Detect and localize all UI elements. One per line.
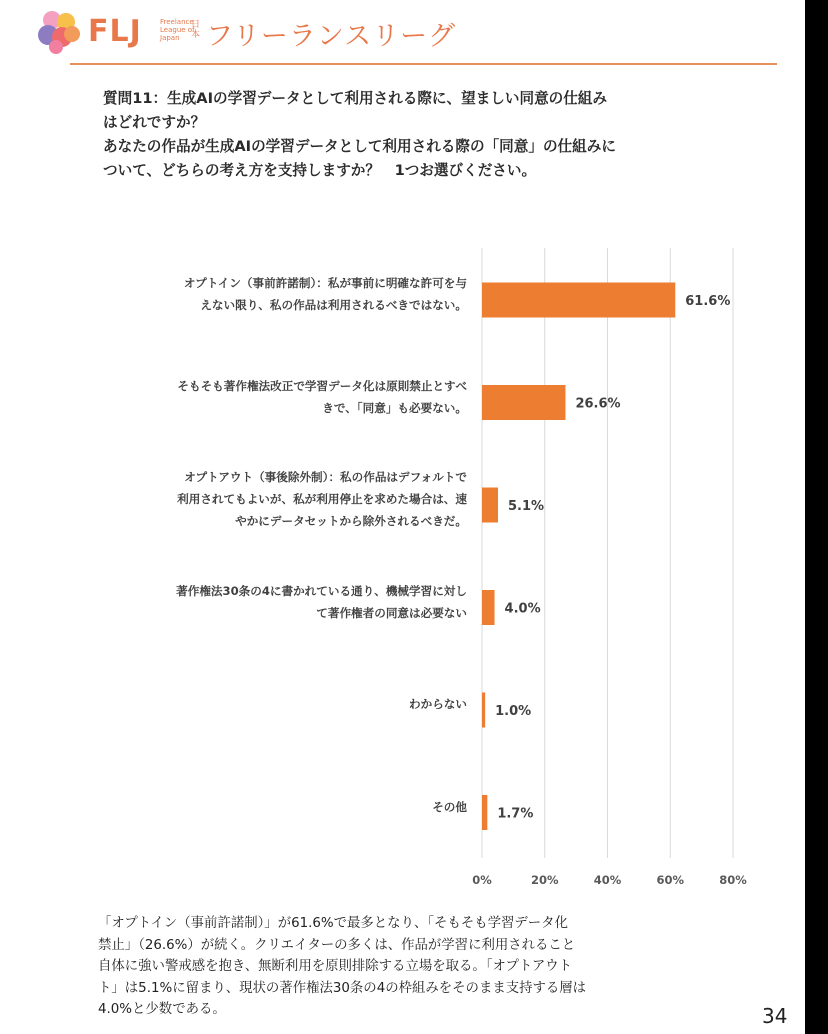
page-number: 34 bbox=[762, 1004, 788, 1028]
logo-nihon: 日本 bbox=[191, 20, 201, 40]
category-label-line: わからない bbox=[409, 697, 467, 711]
category-label bbox=[176, 580, 467, 624]
summary-line: ト」は5.1%に留まり、現状の著作権法30条の4の枠組みをそのまま支持する層は bbox=[98, 980, 587, 996]
logo-abbreviation: FLJ bbox=[88, 14, 142, 49]
summary-line: 禁止」（26.6%）が続く。クリエイターの多くは、作品が学習に利用されること bbox=[98, 937, 576, 953]
category-label bbox=[184, 272, 467, 316]
bar bbox=[482, 385, 565, 420]
category-label-line: 著作権法30条の4に書かれている通り、機械学習に対し bbox=[176, 583, 467, 598]
bar bbox=[482, 693, 485, 728]
data-label: 26.6% bbox=[575, 396, 621, 412]
x-tick-label: 40% bbox=[593, 873, 622, 887]
summary-line: 4.0%と少数である。 bbox=[98, 1002, 226, 1017]
category-label-line: やかにデータセットから除外されるべきだ。 bbox=[235, 514, 467, 528]
bar bbox=[482, 488, 498, 523]
data-label: 1.7% bbox=[497, 806, 534, 822]
summary-line: 「オプトイン（事前許諾制）」が61.6%で最多となり、「そもそも学習データ化 bbox=[98, 916, 568, 931]
question-line: あなたの作品が生成AIの学習データとして利用される際の「同意」の仕組みに bbox=[103, 138, 616, 155]
data-label: 4.0% bbox=[504, 601, 541, 617]
x-tick-label: 0% bbox=[472, 873, 492, 887]
category-label-line: きで、「同意」も必要ない。 bbox=[322, 400, 467, 415]
category-label bbox=[177, 466, 467, 532]
category-label bbox=[177, 375, 467, 419]
summary-text bbox=[98, 913, 748, 1021]
data-label: 5.1% bbox=[508, 499, 545, 514]
logo-en-line: League of bbox=[160, 26, 195, 34]
question-line: 質問11：生成AIの学習データとして利用される際に、望ましい同意の仕組み bbox=[103, 90, 608, 107]
category-label-line: そもそも著作権法改正で学習データ化は原則禁止とすべ bbox=[177, 378, 467, 393]
data-label: 1.0% bbox=[495, 704, 532, 719]
bar bbox=[482, 795, 487, 830]
logo-japanese-name: フリーランスリーグ bbox=[206, 21, 457, 52]
category-label-line: オプトアウト（事後除外制）：私の作品はデフォルトで bbox=[184, 470, 467, 484]
bar bbox=[482, 590, 495, 625]
category-label-line: 利用されてもよいが、私が利用停止を求めた場合は、速 bbox=[177, 492, 467, 506]
logo-en-line: Japan bbox=[160, 34, 180, 42]
category-label bbox=[409, 693, 467, 715]
x-tick-label: 60% bbox=[656, 873, 685, 887]
summary-line: 自体に強い警戒感を抱き、無断利用を原則排除する立場を取る。「オプトアウト bbox=[98, 959, 573, 974]
question-line: はどれですか？ bbox=[103, 114, 206, 131]
x-tick-label: 80% bbox=[719, 873, 747, 887]
category-label-line: オプトイン（事前許諾制）：私が事前に明確な許可を与 bbox=[183, 276, 467, 290]
logo-en-line: Freelance bbox=[160, 18, 194, 26]
data-label: 61.6% bbox=[685, 294, 731, 309]
category-label-line: えない限り、私の作品は利用されるべきではない。 bbox=[200, 298, 467, 312]
bar bbox=[482, 283, 675, 318]
question-line: ついて、どちらの考え方を支持しますか？ 1つお選びください。 bbox=[103, 162, 537, 179]
category-label-line: て著作権者の同意は必要ない bbox=[316, 605, 467, 620]
x-tick-label: 20% bbox=[530, 873, 559, 887]
category-label-line: その他 bbox=[432, 799, 467, 814]
category-label bbox=[432, 796, 467, 818]
